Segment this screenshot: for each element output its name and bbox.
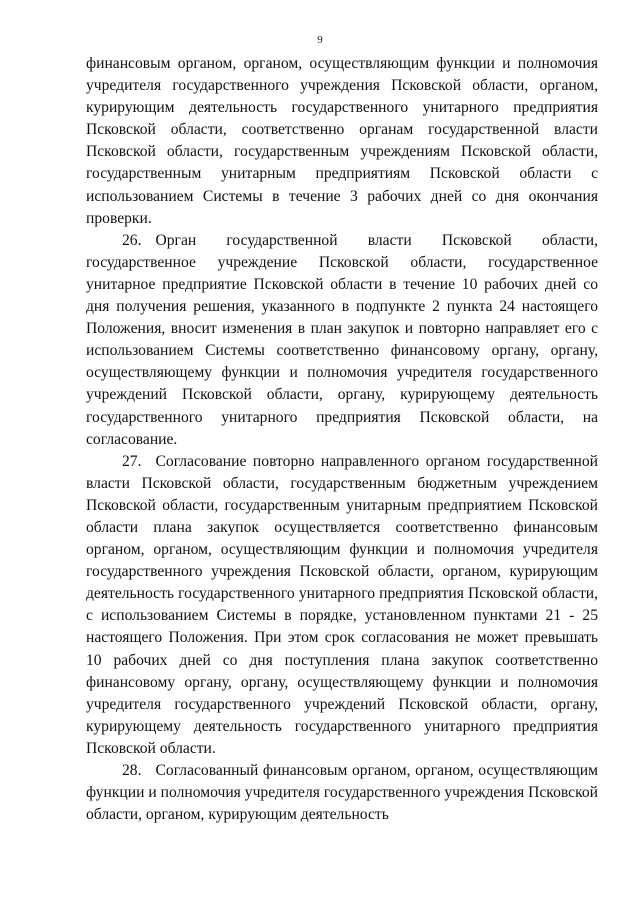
paragraph-continuation (86, 53, 598, 230)
paragraph-number: 28. (122, 762, 142, 779)
paragraph-number: 26. (122, 231, 142, 249)
paragraph-27 (86, 451, 598, 760)
paragraph-text: Согласованный финансовым органом, органом, осуществляющим функции и полномочия учредителя государственного учреждения Псковской области, органом, курирующим деятельность (86, 762, 598, 824)
paragraph-28 (86, 760, 598, 826)
page-number: 9 (317, 34, 323, 46)
paragraph-26 (86, 230, 598, 451)
paragraph-text: Орган государственной власти Псковской области, государственное учреждение Псковской области, государственное унитарное предприятие Псковской области в течение 10 рабочих дней со дня получения решения, указанного в подпункте 2 пункта 24 настоящего Положения, вносит изменения в план закупок и повторно направляет его с использованием Системы соответственно финансовому органу, органу, осуществляющему функции и полномочия учредителя государственного учреждений Псковской области, органу, курирующему деятельность государственного унитарного предприятия Псковской области, на согласование. (86, 231, 598, 448)
paragraph-number: 27. (122, 452, 142, 470)
paragraph-text: Согласование повторно направленного органом государственной власти Псковской области, государственным бюджетным учреждением Псковской области, государственным унитарным предприятием Псковской области плана закупок осуществляется соответственно финансовым органом, органом, осуществляющим функции и полномочия учредителя государственного учреждения Псковской области, органом, курирующим деятельность государственного унитарного предприятия Псковской области, с использованием Системы в порядке, установленном пунктами 21 - 25 настоящего Положения. При этом срок согласования не может превышать 10 рабочих дней со дня поступления плана закупок соответственно финансовому органу, органу, осуществляющему функции и полномочия учредителя государственного учреждений Псковской области, органу, курирующему деятельность государственного унитарного предприятия Псковской области. (86, 452, 598, 757)
document-body (86, 53, 598, 826)
paragraph-text: финансовым органом, органом, осуществляющим функции и полномочия учредителя государственного учреждения Псковской области, органом, курирующим деятельность государственного унитарного предприятия Псковской области, соответственно органам государственной власти Псковской области, государственным учреждениям Псковской области, государственным унитарным предприятиям Псковской области с использованием Системы в течение 3 рабочих дней со дня окончания проверки. (86, 55, 598, 227)
